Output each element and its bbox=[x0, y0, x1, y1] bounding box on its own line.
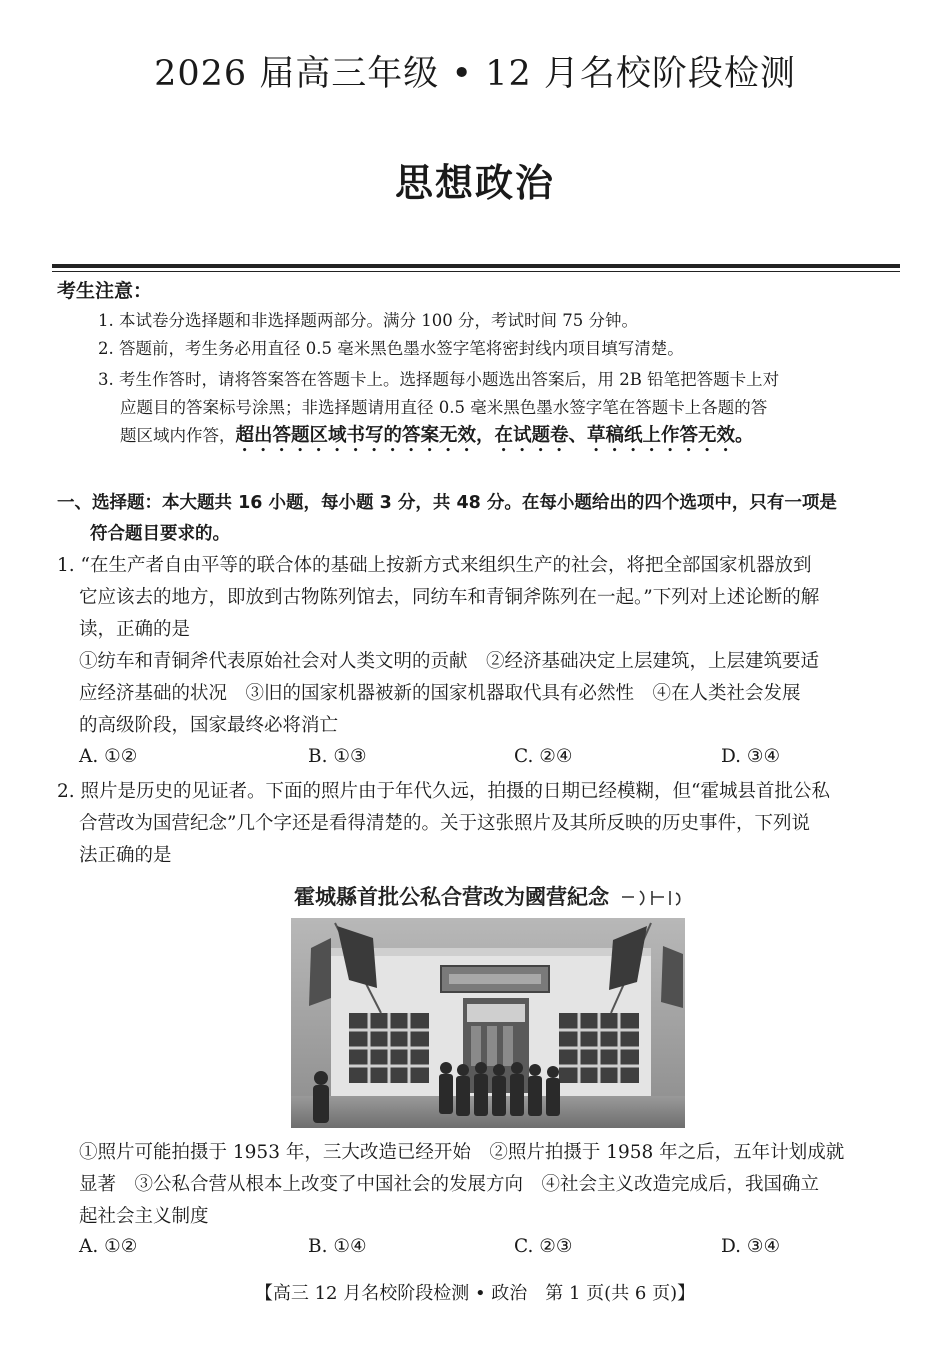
notice-item-1: 1. 本试卷分选择题和非选择题两部分。满分 100 分，考试时间 75 分钟。 bbox=[98, 311, 638, 330]
notice-item-3-line-2: 应题目的答案标号涂黑；非选择题请用直径 0.5 毫米黑色墨水签字笔在答题卡上各题的答 bbox=[120, 398, 768, 417]
q2-option-d[interactable]: D. ③④ bbox=[721, 1236, 781, 1257]
question-1-line-1: 1. “在生产者自由平等的联合体的基础上按新方式来组织生产的社会，将把全部国家机器放到 bbox=[57, 555, 812, 576]
question-1-line-3: 读，正确的是 bbox=[79, 619, 191, 640]
q1-option-a[interactable]: A. ①② bbox=[79, 746, 138, 767]
question-2 bbox=[57, 776, 905, 872]
historical-photo bbox=[291, 918, 685, 1128]
question-1-line-5: 应经济基础的状况 ③旧的国家机器被新的国家机器取代具有必然性 ④在人类社会发展 bbox=[79, 683, 801, 704]
question-2-line-3: 法正确的是 bbox=[79, 845, 172, 866]
notice-item-3-line-3 bbox=[98, 422, 903, 456]
q1-option-d[interactable]: D. ③④ bbox=[721, 746, 781, 767]
section-1-line-2: 符合题目要求的。 bbox=[90, 524, 230, 544]
question-2-line-1: 2. 照片是历史的见证者。下面的照片由于年代久远，拍摄的日期已经模糊，但“霍城县首批公私 bbox=[57, 781, 830, 802]
question-1-line-4: ①纺车和青铜斧代表原始社会对人类文明的贡献 ②经济基础决定上层建筑，上层建筑要适 bbox=[79, 651, 820, 672]
exam-title: 2026 届高三年级 • 12 月名校阶段检测 bbox=[154, 54, 796, 94]
q2-option-c[interactable]: C. ②③ bbox=[514, 1236, 573, 1257]
notice-emphasis: 超出答题区域书写的答案无效，在试题卷、草稿纸上作答无效。 bbox=[235, 425, 754, 446]
divider-thin bbox=[52, 271, 900, 272]
question-2-line-2: 合营改为国营纪念”几个字还是看得清楚的。关于这张照片及其所反映的历史事件，下列说 bbox=[79, 813, 810, 834]
photo-scene bbox=[291, 918, 685, 1128]
question-2-line-4: ①照片可能拍摄于 1953 年，三大改造已经开始 ②照片拍摄于 1958 年之后，五年计划成就 bbox=[79, 1142, 845, 1163]
photo-caption-date-scrawl bbox=[622, 891, 680, 905]
photo-caption-text: 霍城縣首批公私合营改为國营紀念 bbox=[294, 884, 609, 909]
q1-option-c[interactable]: C. ②④ bbox=[514, 746, 573, 767]
divider-thick bbox=[52, 264, 900, 268]
notice-item-3-plain: 题区域内作答， bbox=[120, 426, 236, 445]
question-1-line-6: 的高级阶段，国家最终必将消亡 bbox=[79, 715, 339, 736]
q2-option-a[interactable]: A. ①② bbox=[79, 1236, 138, 1257]
question-1 bbox=[57, 550, 905, 742]
question-1-line-2: 它应该去的地方，即放到古物陈列馆去，同纺车和青铜斧陈列在一起。”下列对上述论断的解 bbox=[79, 587, 820, 608]
page-footer: 【高三 12 月名校阶段检测 • 政治 第 1 页(共 6 页)】 bbox=[254, 1283, 696, 1304]
subject-title: 思想政治 bbox=[394, 161, 555, 205]
notice-item-3-line-1: 3. 考生作答时，请将答案答在答题卡上。选择题每小题选出答案后，用 2B 铅笔把答题卡上对 bbox=[98, 370, 780, 389]
section-1-heading bbox=[57, 488, 907, 550]
q1-option-b[interactable]: B. ①③ bbox=[308, 746, 367, 767]
question-2-statements bbox=[57, 1137, 905, 1233]
notice-item-3 bbox=[98, 366, 903, 456]
notice-item-2: 2. 答题前，考生务必用直径 0.5 毫米黑色墨水签字笔将密封线内项目填写清楚。 bbox=[98, 339, 684, 358]
q2-option-b[interactable]: B. ①④ bbox=[308, 1236, 367, 1257]
question-2-line-5: 显著 ③公私合营从根本上改变了中国社会的发展方向 ④社会主义改造完成后，我国确立 bbox=[79, 1174, 820, 1195]
question-2-line-6: 起社会主义制度 bbox=[79, 1206, 209, 1227]
photo-caption bbox=[290, 877, 690, 913]
notice-heading: 考生注意： bbox=[57, 280, 153, 302]
section-1-line-1: 一、选择题：本大题共 16 小题，每小题 3 分，共 48 分。在每小题给出的四个选项中，只有一项是 bbox=[57, 493, 837, 513]
